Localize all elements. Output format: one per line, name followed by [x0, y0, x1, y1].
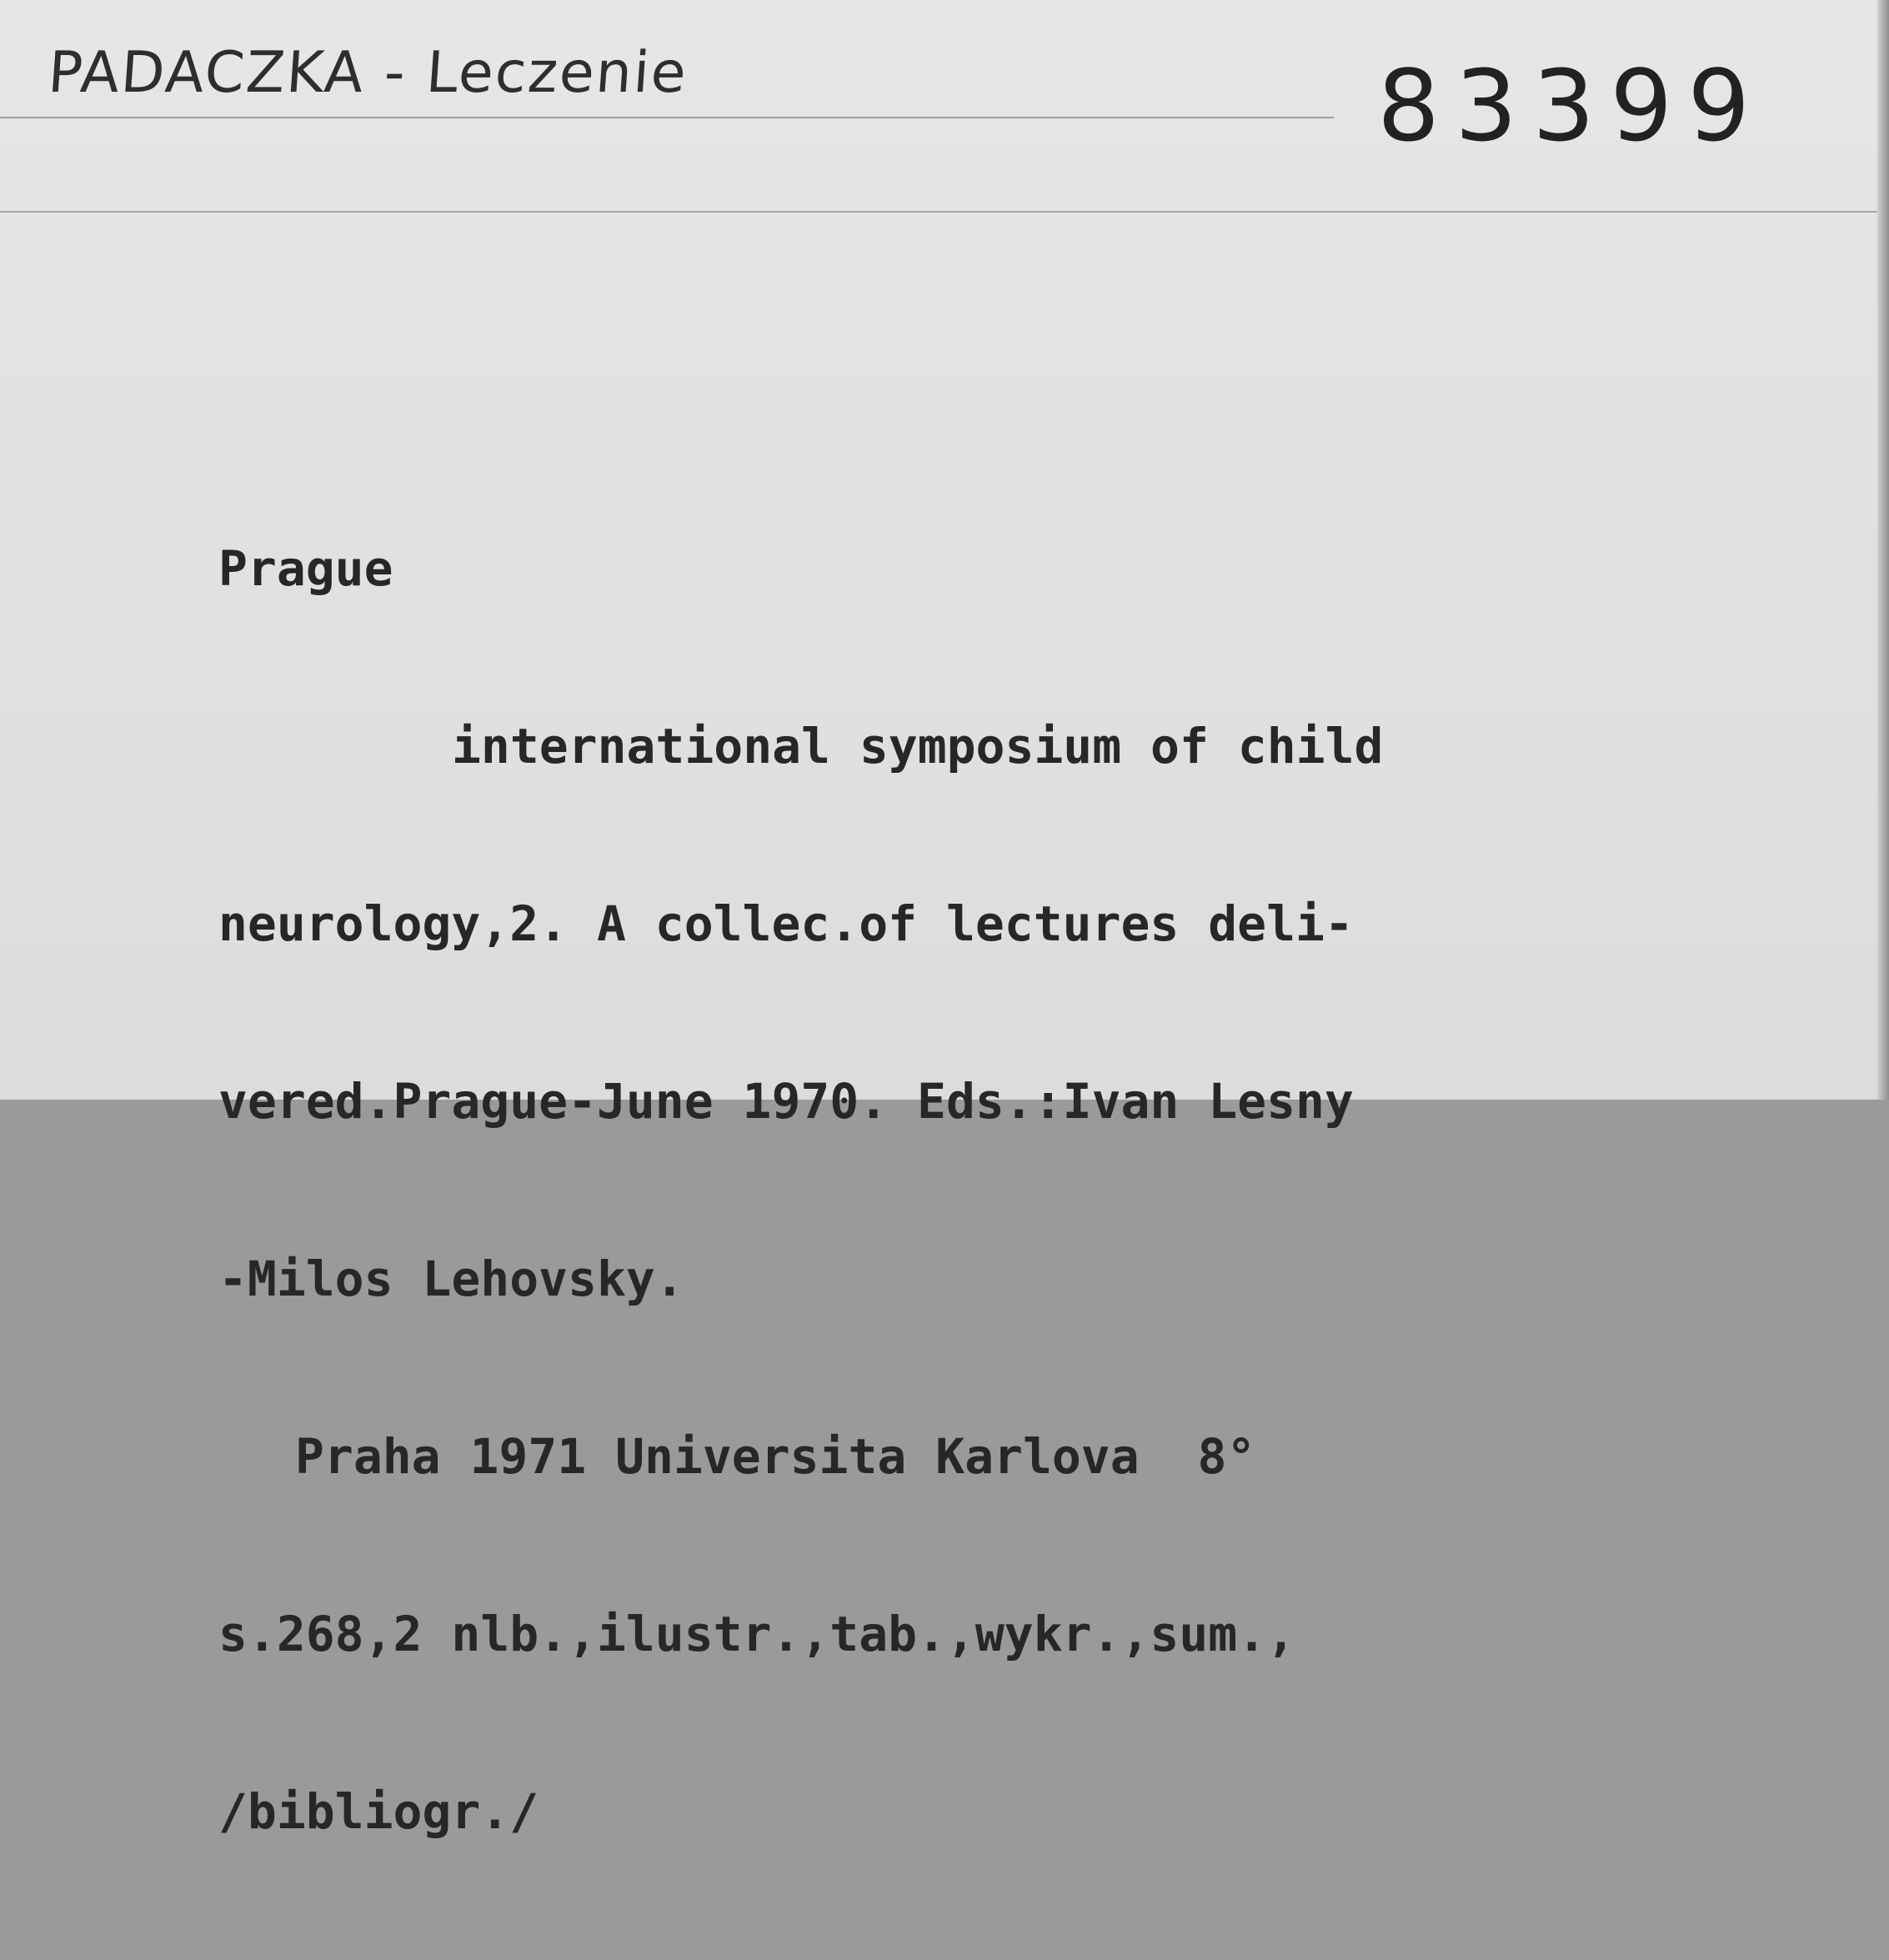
subject-heading: PADACZKA - Leczenie — [46, 40, 690, 106]
entry-line-collation: s.268,2 nlb.,ilustr.,tab.,wykr.,sum., — [218, 1606, 1296, 1662]
heading-rule — [0, 117, 1334, 118]
bibliographic-entry — [218, 421, 1383, 1960]
call-number: 83399 — [1377, 48, 1766, 163]
entry-line-place: Prague — [218, 540, 393, 597]
entry-line-imprint: Praha 1971 Universita Karlova 8° — [295, 1428, 1256, 1485]
entry-line-editors: vered.Prague-June 1970. Eds.:Ivan Lesny — [218, 1073, 1354, 1130]
entry-line-title-cont: neurology,2. A collec.of lectures deli- — [218, 895, 1354, 952]
entry-line-notes: /bibliogr./ — [218, 1783, 539, 1840]
entry-line-editors-cont: -Milos Lehovsky. — [218, 1251, 684, 1307]
header-divider — [0, 211, 1889, 213]
entry-line-title: international symposium of child — [452, 718, 1384, 774]
card-edge — [1877, 0, 1889, 1100]
